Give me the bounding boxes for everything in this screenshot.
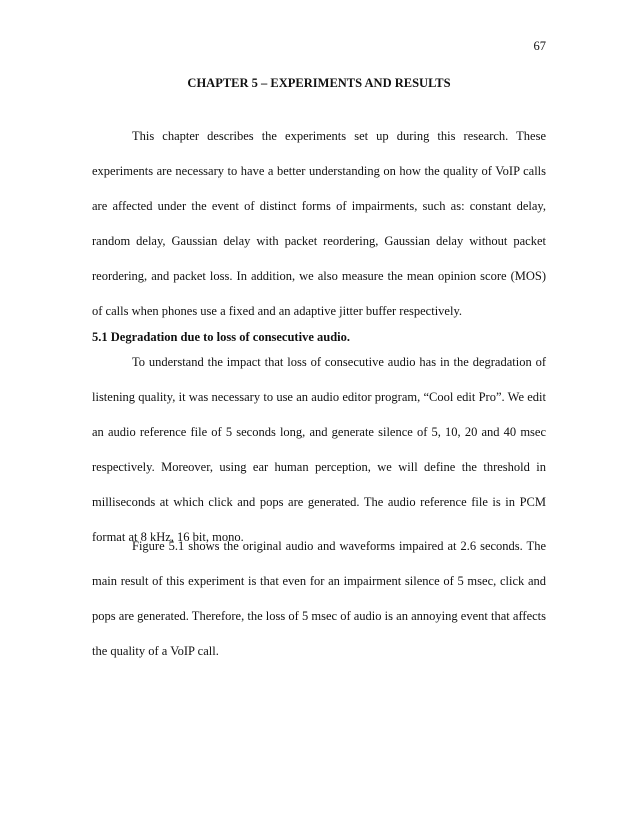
- page-number: 67: [533, 39, 546, 53]
- section-heading: 5.1 Degradation due to loss of consecutive audio.: [92, 330, 350, 344]
- section-paragraph-1: To understand the impact that loss of consecutive audio has in the degradation of listening quality, it was necessary to use an audio editor program, “Cool edit Pro”. We edit an audio reference file of 5 seconds long, and generate silence of 5, 10, 20 and 40 msec respectively. Moreover, using ear human perception, we will define the threshold in milliseconds at which click and pops are generated. The audio reference file is in PCM format at 8 kHz, 16 bit, mono.: [92, 355, 546, 544]
- section-paragraph-2: Figure 5.1 shows the original audio and waveforms impaired at 2.6 seconds. The main result of this experiment is that even for an impairment silence of 5 msec, click and pops are generated. Therefore, the loss of 5 msec of audio is an annoying event that affects the quality of a VoIP call.: [92, 539, 546, 658]
- intro-paragraph: This chapter describes the experiments set up during this research. These experiments are necessary to have a better understanding on how the quality of VoIP calls are affected under the event of distinct forms of impairments, such as: constant delay, random delay, Gaussian delay with packet reordering, Gaussian delay without packet reordering, and packet loss. In addition, we also measure the mean opinion score (MOS) of calls when phones use a fixed and an adaptive jitter buffer respectively.: [92, 129, 546, 318]
- chapter-title: CHAPTER 5 – EXPERIMENTS AND RESULTS: [187, 76, 451, 90]
